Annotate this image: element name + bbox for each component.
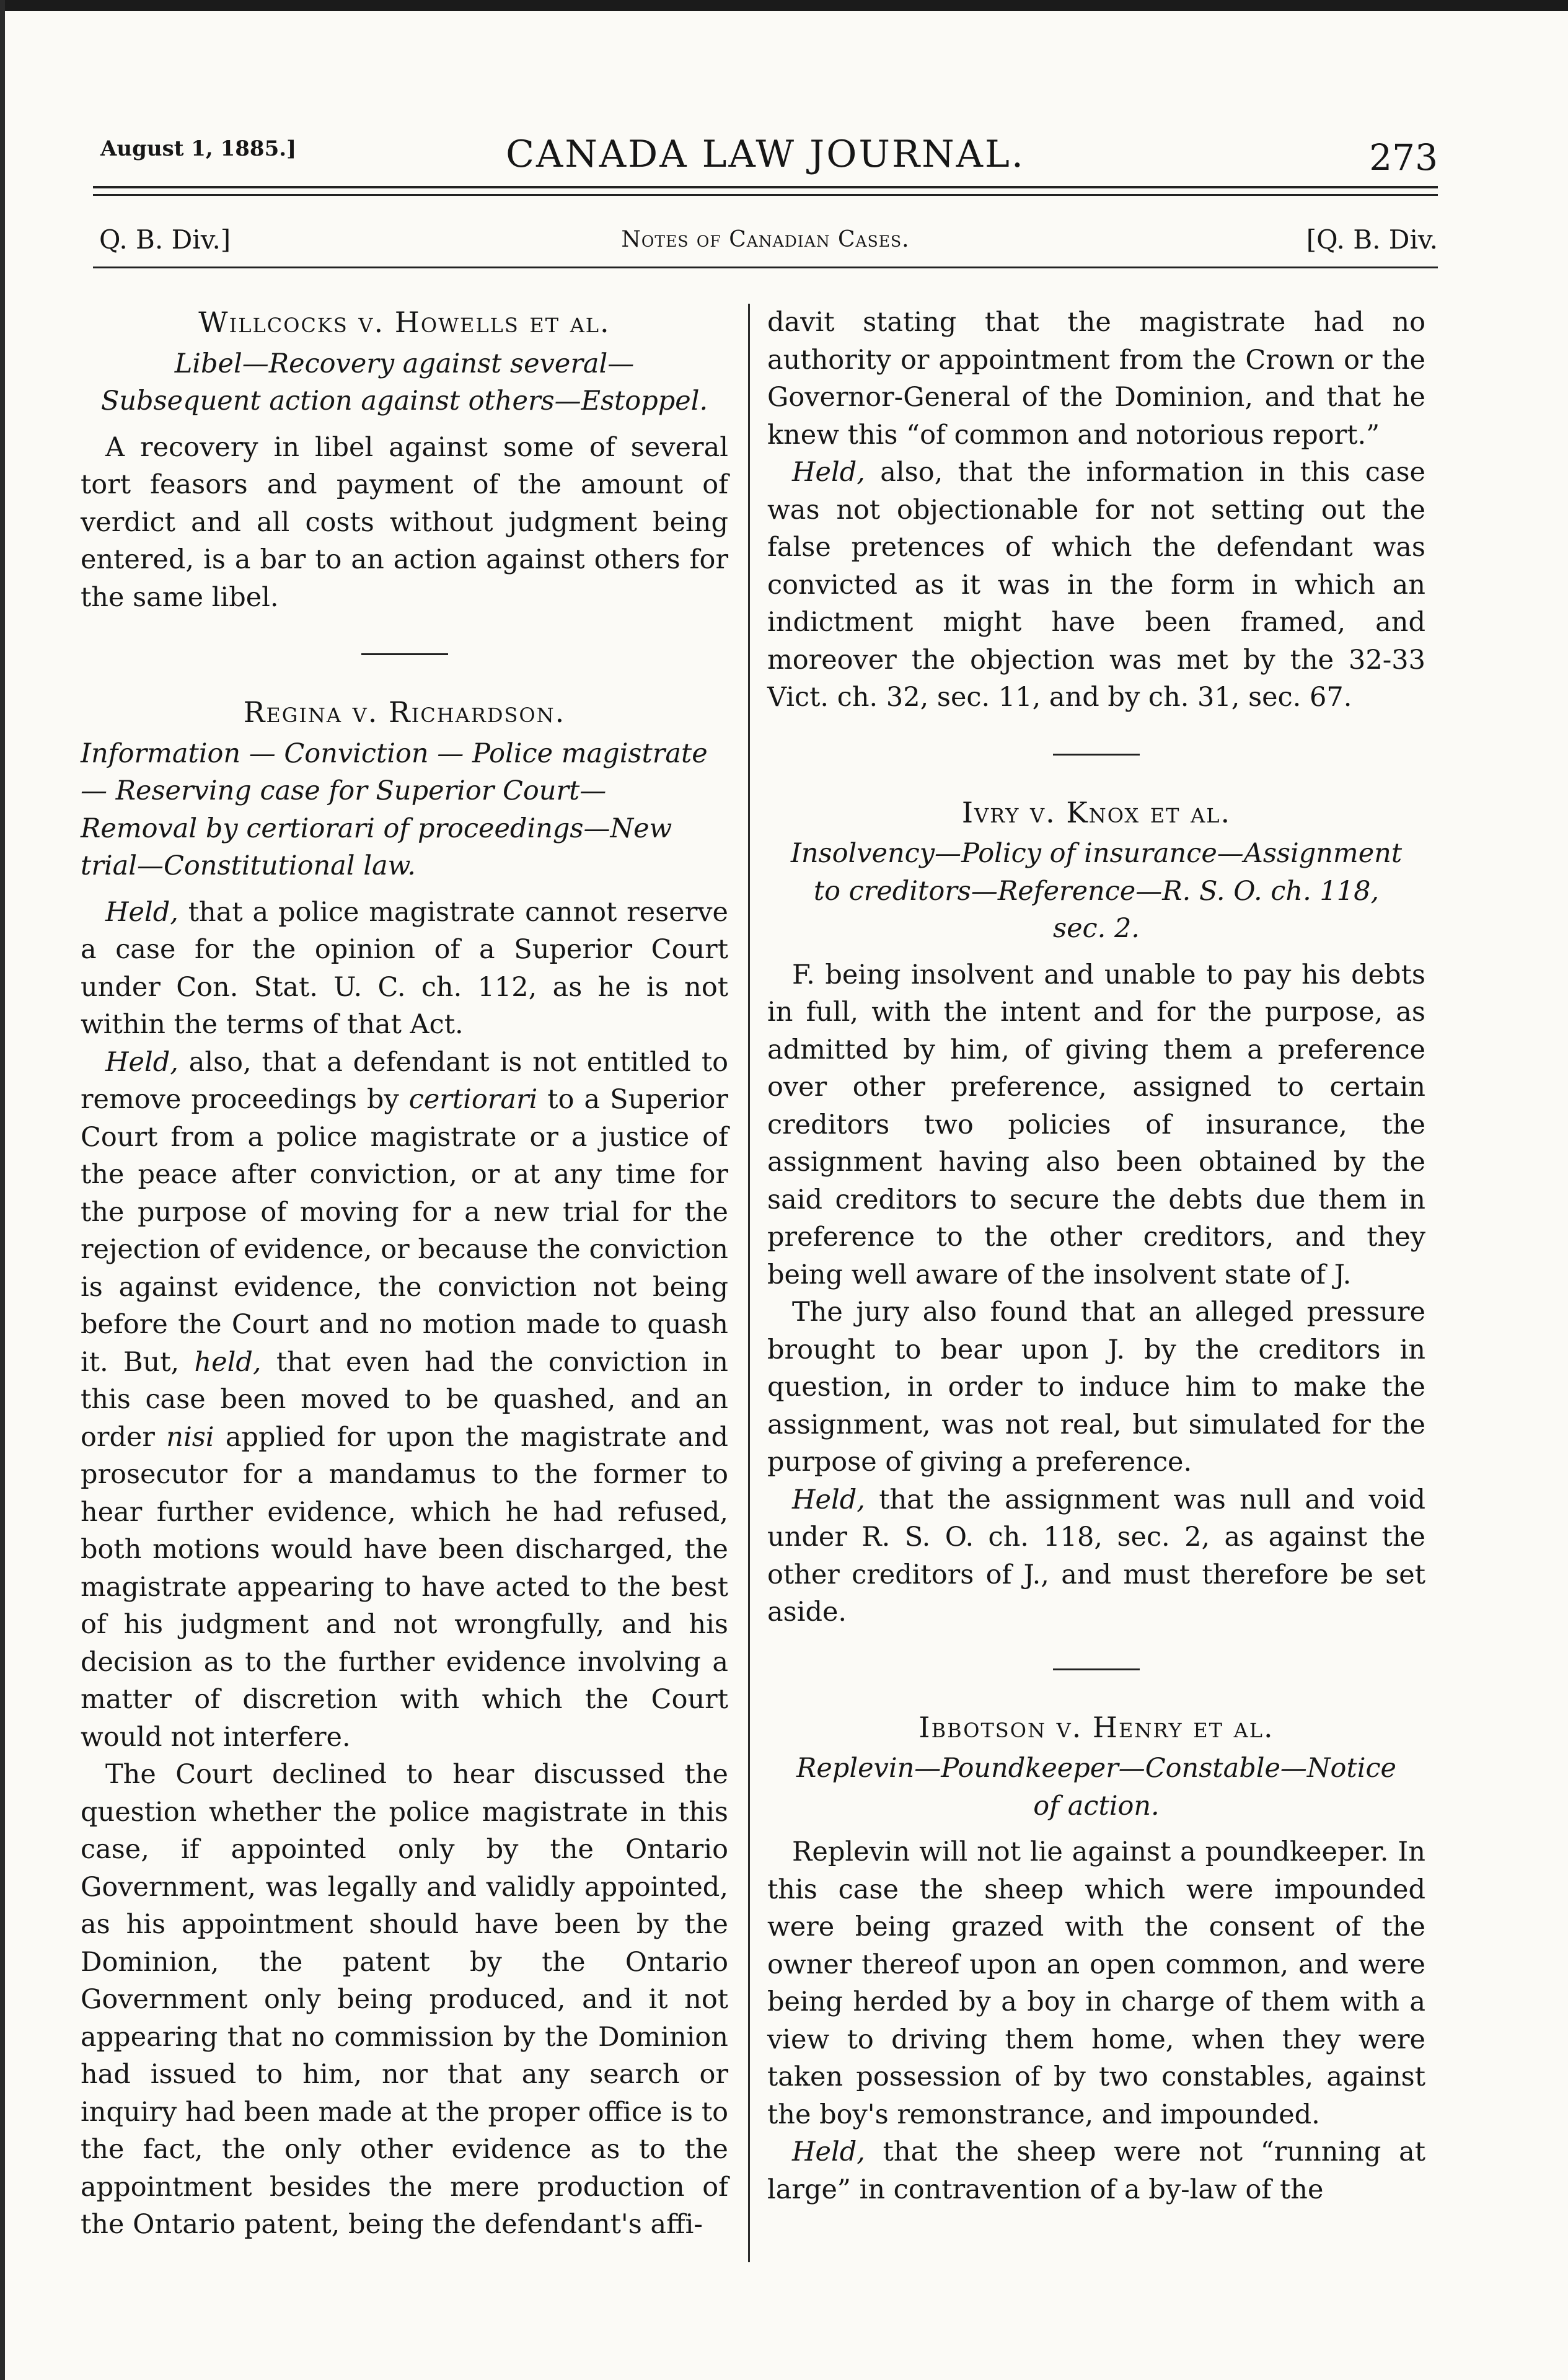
ibbotson-held	[767, 2133, 1425, 2208]
case-title-willcocks: Willcocks v. Howells et al.	[198, 306, 610, 339]
held-lead: Held,	[105, 1046, 178, 1078]
catchwords-regina: Information — Conviction — Police magistrate — Reserving case for Superior Court—Removal by certiorari of proceedings—New trial—Constitutional law.	[81, 738, 708, 881]
header-rule-top	[93, 186, 1438, 188]
catchwords-ivry: Insolvency—Policy of insurance—Assignment to creditors—Reference—R. S. O. ch. 118, sec. 2.	[790, 838, 1403, 944]
journal-title: CANADA LAW JOURNAL.	[506, 133, 1025, 176]
held-lead: Held,	[792, 2136, 865, 2167]
continuation-paragraph: davit stating that the magistrate had no authority or appointment from the Crown or the Governor-General of the Dominion, and that he knew this “of common and notorious report.”	[767, 307, 1425, 451]
right-column	[767, 304, 1425, 2262]
held-text: applied for upon the magistrate and prosecutor for a mandamus to the former to hear further evidence, which he had refused, both motions would have been discharged, the magistrate appearing to have acted to the best of his judgment and not wrongfully, and his decision as to the further evidence involving a matter of discretion with which the Court would not interfere.	[81, 1421, 729, 1753]
held-lead: Held,	[105, 896, 178, 928]
running-head	[93, 130, 1438, 186]
column-divider	[748, 304, 750, 2262]
court-label-right: [Q. B. Div.	[1306, 224, 1438, 255]
held-lead: Held,	[792, 457, 865, 488]
held-paragraph-2	[81, 1044, 728, 1756]
ibbotson-facts: Replevin will not lie against a poundkeeper. In this case the sheep which were impounded were being grazed with the consent of the owner thereof upon an open common, and were being herded by a boy in charge of them with a view to driving them home, when they were taken possession of by two constables, against the boy's remonstrance, and impounded.	[767, 1836, 1425, 2130]
section-head	[93, 224, 1438, 268]
continuation-held	[767, 454, 1425, 716]
held-text: that even had the conviction in this case been moved to be quashed, and an order	[81, 1346, 729, 1453]
held-paragraph-1	[81, 894, 728, 1044]
ivry-held	[767, 1481, 1425, 1631]
scan-left-edge	[0, 0, 5, 2380]
case-separator	[361, 653, 448, 655]
held-inline: held,	[194, 1346, 262, 1378]
scan-top-edge	[0, 0, 1568, 11]
held-text: also, that the information in this case was not objectionable for not setting out the false pretences of which the defendant was convicted as it was in the form in which an indictment might have been framed, and moreover the objection was met by the 32-33 Vict. ch. 32, sec. 11, and by ch. 31, sec. 67.	[767, 457, 1425, 713]
held-text: that a police magistrate cannot reserve a case for the opinion of a Superior Court under Con. Stat. U. C. ch. 112, as he is not within the terms of that Act.	[81, 896, 728, 1040]
case-separator	[1053, 1668, 1140, 1670]
left-column	[81, 304, 728, 2262]
case-title-regina: Regina v. Richardson.	[243, 695, 566, 729]
held-text: that the sheep were not “running at large” in contravention of a by-law of the	[767, 2136, 1425, 2205]
case-title-ivry: Ivry v. Knox et al.	[961, 795, 1231, 829]
held-text: to a Superior Court from a police magistrate or a justice of the peace after conviction, or at any time for the purpose of moving for a new trial for the rejection of evidence, or because the conviction is against evidence, the conviction not being before the Court and no motion made to quash it. But,	[81, 1084, 728, 1378]
section-rule	[93, 267, 1438, 268]
catchwords-willcocks: Libel—Recovery against several—Subsequent action against others—Estoppel.	[100, 348, 708, 416]
case-separator	[1053, 754, 1140, 756]
court-label-left: Q. B. Div.]	[99, 224, 231, 255]
page-number: 273	[1369, 136, 1438, 178]
case-body-willcocks: A recovery in libel against some of several tort feasors and payment of the amount of verdict and all costs without judgment being entered, is a bar to an action against others for the same libel.	[81, 431, 728, 613]
catchwords-ibbotson: Replevin—Poundkeeper—Constable—Notice of action.	[796, 1753, 1397, 1822]
held-text: that the assignment was null and void under R. S. O. ch. 118, sec. 2, as against the other creditors of J., and must therefore be set aside.	[767, 1484, 1425, 1628]
latin-term: nisi	[166, 1421, 214, 1453]
latin-term: certiorari	[408, 1084, 538, 1115]
ivry-facts: F. being insolvent and unable to pay his debts in full, with the intent and for the purpose, as admitted by him, of giving them a preference over other preference, assigned to certain creditors two policies of insurance, the assignment having also been obtained by the said creditors to secure the debts due them in preference to the other creditors, and they being well aware of the insolvent state of J.	[767, 959, 1425, 1290]
held-text: also, that a defendant is not entitled to remove proceedings by	[81, 1046, 728, 1115]
section-title: Notes of Canadian Cases.	[621, 227, 910, 252]
header-rule-bottom	[93, 194, 1438, 196]
ivry-jury: The jury also found that an alleged pressure brought to bear upon J. by the creditors in question, in order to induce him to make the assignment, was not real, but simulated for the purpose of giving a preference.	[767, 1297, 1425, 1478]
issue-date: August 1, 1885.]	[100, 136, 297, 161]
held-lead: Held,	[792, 1484, 865, 1515]
case-title-ibbotson: Ibbotson v. Henry et al.	[918, 1710, 1274, 1744]
court-declined-paragraph: The Court declined to hear discussed the question whether the police magistrate in this case, if appointed only by the Ontario Government, was legally and validly appointed, as his appointment should have been by the Dominion, the patent by the Ontario Government only being produced, and it not appearing that no commission by the Dominion had issued to him, nor that any search or inquiry had been made at the proper office is to the fact, the only other evidence as to the appointment besides the mere production of the Ontario patent, being the defendant's affi-	[81, 1759, 728, 2240]
